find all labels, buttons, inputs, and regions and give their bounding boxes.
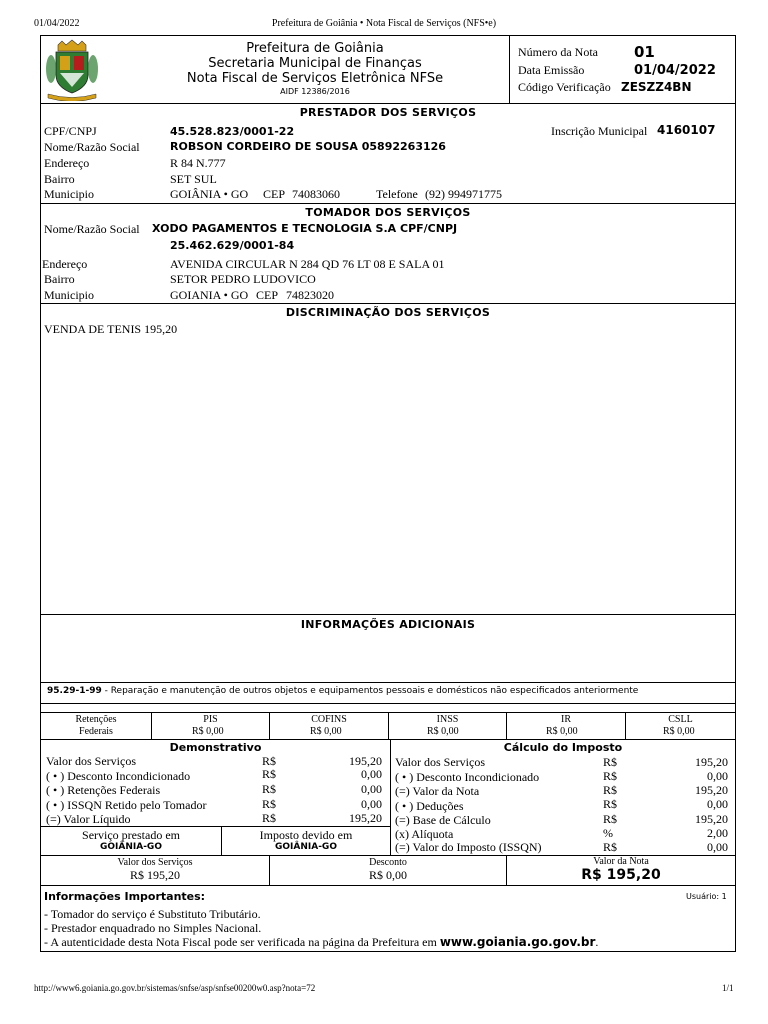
discriminacao-title: DISCRIMINAÇÃO DOS SERVIÇOS xyxy=(285,306,491,319)
header-document-type: Nota Fiscal de Serviços Eletrônica NFSe xyxy=(186,71,444,86)
prestador-endereco-label: Endereço xyxy=(44,156,90,170)
demo-label-3: ( • ) ISSQN Retido pelo Tomador xyxy=(46,798,207,812)
calc-value-5: 2,00 xyxy=(707,826,728,840)
prestador-telefone-label: Telefone xyxy=(376,187,418,201)
print-date: 01/04/2022 xyxy=(34,18,80,29)
importantes-title: Informações Importantes: xyxy=(44,890,206,903)
calc-unit-5: % xyxy=(603,826,613,840)
calc-value-0: 195,20 xyxy=(695,755,728,769)
importantes-line-3-end: . xyxy=(595,935,599,949)
csll-label: CSLL xyxy=(668,714,693,725)
header-city: Prefeitura de Goiânia xyxy=(246,41,384,56)
usuario-label: Usuário: 1 xyxy=(686,892,727,901)
prestador-endereco-value: R 84 N.777 xyxy=(170,156,226,170)
info-adicionais-title: INFORMAÇÕES ADICIONAIS xyxy=(300,618,476,631)
data-emissao-label: Data Emissão xyxy=(518,63,585,77)
calc-value-1: 0,00 xyxy=(707,769,728,783)
prestador-cpf-value: 45.528.823/0001-22 xyxy=(170,125,295,138)
calculo-title: Cálculo do Imposto xyxy=(503,741,623,754)
ir-value: R$ 0,00 xyxy=(546,726,578,737)
calc-label-6: (=) Valor do Imposto (ISSQN) xyxy=(395,840,542,854)
demo-currency: R$ xyxy=(262,782,277,796)
demo-value-2: 0,00 xyxy=(361,782,382,796)
demo-label-1: ( • ) Desconto Incondicionado xyxy=(46,769,191,783)
calc-unit-4: R$ xyxy=(603,812,618,826)
divider xyxy=(41,203,735,204)
demo-value-0: 195,20 xyxy=(349,754,382,768)
inss-value: R$ 0,00 xyxy=(427,726,459,737)
header-divider xyxy=(509,36,510,103)
prestador-telefone-value: (92) 994971775 xyxy=(425,187,502,201)
prestador-bairro-value: SET SUL xyxy=(170,172,217,186)
total-nota-label: Valor da Nota xyxy=(593,856,649,867)
prestador-im-label: Inscrição Municipal xyxy=(551,124,648,138)
divider xyxy=(41,682,735,683)
data-emissao-value: 01/04/2022 xyxy=(634,63,716,78)
header-aidf: AIDF 12386/2016 xyxy=(280,87,350,96)
retencoes-label: Retenções xyxy=(75,714,117,725)
goiania-crest-logo xyxy=(44,39,100,101)
total-nota-value: R$ 195,20 xyxy=(581,867,661,883)
numero-value: 01 xyxy=(634,43,655,61)
tomador-endereco-label: Endereço xyxy=(42,257,88,271)
discriminacao-text: VENDA DE TENIS 195,20 xyxy=(44,322,178,336)
tomador-nome-value: XODO PAGAMENTOS E TECNOLOGIA S.A CPF/CNPJ xyxy=(152,222,458,235)
calc-unit-6: R$ xyxy=(603,840,618,854)
divider xyxy=(41,885,735,886)
calc-label-4: (=) Base de Cálculo xyxy=(395,813,491,827)
imposto-devido-value: GOIÂNIA-GO xyxy=(275,842,337,852)
prestador-title: PRESTADOR DOS SERVIÇOS xyxy=(299,106,477,119)
servico-prestado-value: GOIÂNIA-GO xyxy=(100,842,162,852)
tomador-bairro-label: Bairro xyxy=(44,272,75,286)
tomador-endereco-value: AVENIDA CIRCULAR N 284 QD 76 LT 08 E SALA 01 xyxy=(170,257,445,271)
cofins-value: R$ 0,00 xyxy=(310,726,342,737)
csll-value: R$ 0,00 xyxy=(663,726,695,737)
calc-label-1: ( • ) Desconto Incondicionado xyxy=(395,770,540,784)
print-url: http://www6.goiania.go.gov.br/sistemas/snfse/asp/snfse00200w0.asp?nota=72 xyxy=(34,983,316,993)
divider xyxy=(41,303,735,304)
tomador-cnpj-value: 25.462.629/0001-84 xyxy=(170,239,295,252)
cofins-label: COFINS xyxy=(311,714,347,725)
prestador-nome-label: Nome/Razão Social xyxy=(44,140,140,154)
divider xyxy=(41,103,735,104)
calc-value-4: 195,20 xyxy=(695,812,728,826)
tomador-cep-label: CEP xyxy=(256,288,279,302)
total-servicos-value: R$ 195,20 xyxy=(129,868,180,882)
demo-currency: R$ xyxy=(262,797,277,811)
prestador-municipio-label: Municipio xyxy=(44,187,94,201)
tomador-title: TOMADOR DOS SERVIÇOS xyxy=(305,206,471,219)
calc-label-3: ( • ) Deduções xyxy=(395,799,464,813)
prestador-cep-label: CEP xyxy=(263,187,286,201)
calc-value-3: 0,00 xyxy=(707,797,728,811)
calc-value-6: 0,00 xyxy=(707,840,728,854)
importantes-line-2: - Prestador enquadrado no Simples Nacional. xyxy=(44,921,262,935)
total-servicos-label: Valor dos Serviços xyxy=(117,857,193,868)
prestador-nome-value: ROBSON CORDEIRO DE SOUSA 05892263126 xyxy=(170,140,446,153)
header-secretariat: Secretaria Municipal de Finanças xyxy=(208,56,422,71)
pis-value: R$ 0,00 xyxy=(192,726,224,737)
demo-value-3: 0,00 xyxy=(361,797,382,811)
pis-label: PIS xyxy=(203,714,218,725)
calc-label-5: (x) Alíquota xyxy=(395,827,454,841)
calc-unit-0: R$ xyxy=(603,755,618,769)
inss-label: INSS xyxy=(436,714,459,725)
divider xyxy=(41,826,390,827)
prestador-cpf-label: CPF/CNPJ xyxy=(44,124,97,138)
prestador-bairro-label: Bairro xyxy=(44,172,75,186)
divider xyxy=(41,703,735,704)
demo-currency: R$ xyxy=(262,767,277,781)
divider xyxy=(41,739,735,740)
prestador-im-value: 4160107 xyxy=(657,123,716,137)
importantes-line-3-text: - A autenticidade desta Nota Fiscal pode ser verificada na página da Prefeitura em xyxy=(44,935,440,949)
servico-prestado-label: Serviço prestado em xyxy=(82,828,180,842)
print-page-number: 1/1 xyxy=(722,983,734,993)
retencoes-label-2: Federais xyxy=(79,726,113,737)
divider xyxy=(41,614,735,615)
codigo-label: Código Verificação xyxy=(518,80,611,94)
codigo-value: ZESZZ4BN xyxy=(621,80,692,94)
demo-value-4: 195,20 xyxy=(349,811,382,825)
cnae-code: 95.29-1-99 xyxy=(47,686,102,696)
demo-value-1: 0,00 xyxy=(361,767,382,781)
imposto-devido-label: Imposto devido em xyxy=(259,828,353,842)
calc-value-2: 195,20 xyxy=(695,783,728,797)
importantes-line-3 xyxy=(44,935,598,950)
tomador-nome-label: Nome/Razão Social xyxy=(44,222,140,236)
calc-label-2: (=) Valor da Nota xyxy=(395,784,480,798)
importantes-line-1: - Tomador do serviço é Substituto Tributário. xyxy=(44,907,261,921)
tomador-municipio-value: GOIANIA • GO xyxy=(170,288,249,302)
demo-currency: R$ xyxy=(262,754,277,768)
total-desconto-label: Desconto xyxy=(369,857,407,868)
goiania-website-link[interactable]: www.goiania.go.gov.br xyxy=(439,935,596,949)
demonstrativo-title: Demonstrativo xyxy=(169,741,262,754)
prestador-municipio-value: GOIÂNIA • GO xyxy=(170,187,249,201)
tomador-municipio-label: Municipio xyxy=(44,288,94,302)
demo-label-0: Valor dos Serviços xyxy=(46,754,136,768)
print-title: Prefeitura de Goiânia • Nota Fiscal de Serviços (NFS•e) xyxy=(271,18,497,29)
demo-label-4: (=) Valor Líquido xyxy=(46,812,131,826)
cnae-description: - Reparação e manutenção de outros objetos e equipamentos pessoais e domésticos não especificados anteriormente xyxy=(101,686,639,696)
numero-label: Número da Nota xyxy=(518,45,598,59)
invoice-frame xyxy=(40,35,736,952)
tomador-bairro-value: SETOR PEDRO LUDOVICO xyxy=(170,272,316,286)
calc-unit-2: R$ xyxy=(603,783,618,797)
demo-currency: R$ xyxy=(262,811,277,825)
calc-unit-1: R$ xyxy=(603,769,618,783)
demonstrativo-divider xyxy=(390,739,391,855)
prestador-cep-value: 74083060 xyxy=(292,187,340,201)
total-desconto-value: R$ 0,00 xyxy=(368,868,407,882)
cnae-line xyxy=(47,686,638,696)
tomador-cep-value: 74823020 xyxy=(286,288,334,302)
calc-unit-3: R$ xyxy=(603,797,618,811)
demo-label-2: ( • ) Retenções Federais xyxy=(46,783,161,797)
ir-label: IR xyxy=(561,714,571,725)
calc-label-0: Valor dos Serviços xyxy=(395,755,485,769)
